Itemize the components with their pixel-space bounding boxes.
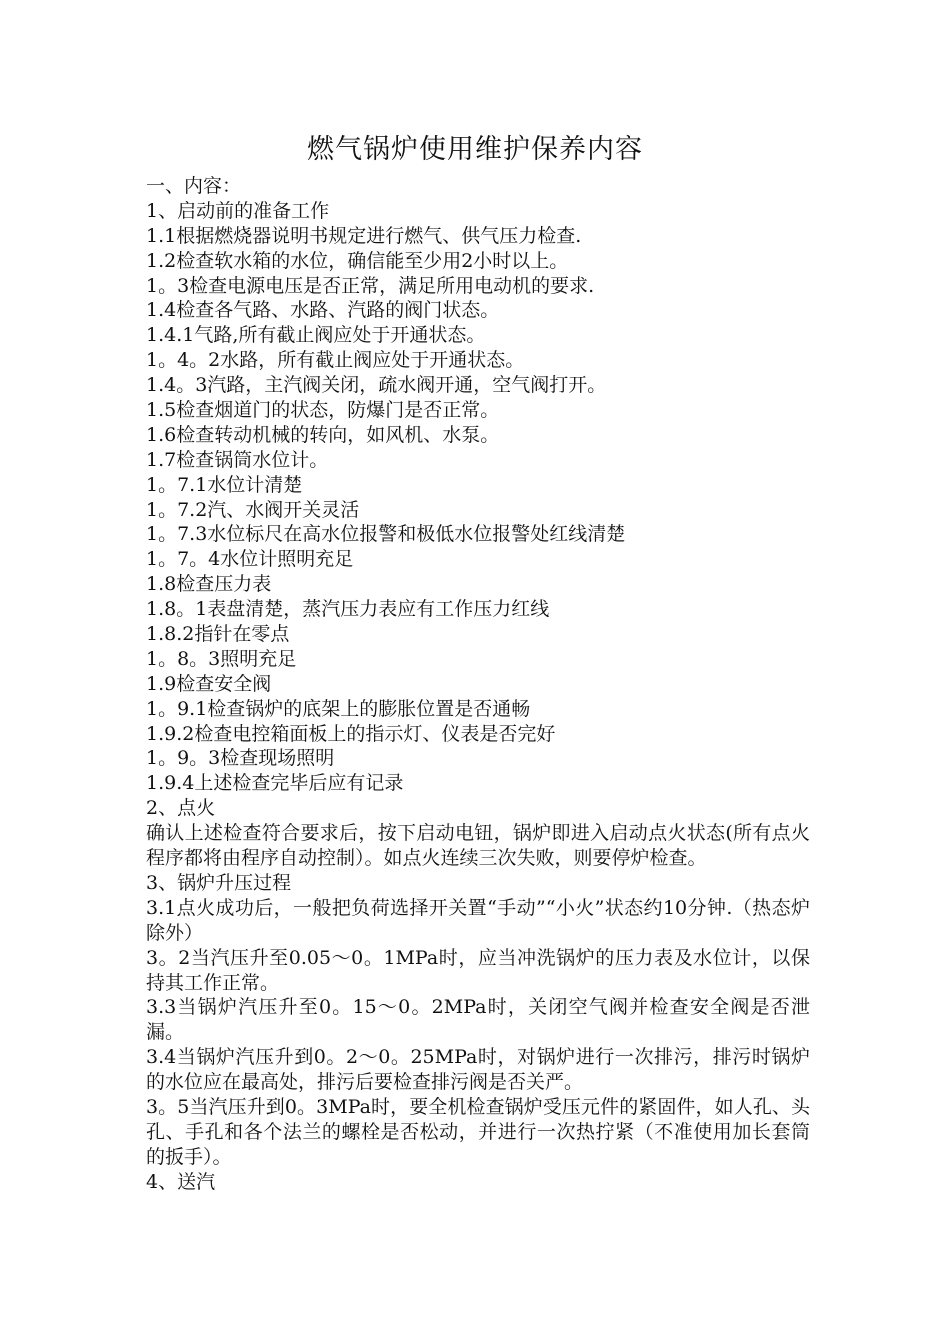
- text-line: 1.5检查烟道门的状态，防爆门是否正常。: [146, 399, 500, 422]
- text-line: 1.8。1表盘清楚，蒸汽压力表应有工作压力红线: [146, 598, 550, 621]
- paragraph-3-1: 3.1点火成功后，一般把负荷选择开关置“手动”“小火”状态约10分钟.（热态炉除外）: [146, 896, 810, 944]
- subsection-heading: 2、点火: [146, 797, 216, 820]
- paragraph-3-4: 3.4当锅炉汽压升到0。2～0。25MPa时，对锅炉进行一次排污，排污时锅炉的水位应在最高处，排污后要检查排污阀是否关严。: [146, 1046, 810, 1094]
- text-line: 1.8.2指针在零点: [146, 623, 290, 646]
- paragraph-3-3: 3.3当锅炉汽压升至0。15～0。2MPa时，关闭空气阀并检查安全阀是否泄漏。: [146, 996, 810, 1044]
- text-line: 1.4。3汽路，主汽阀关闭，疏水阀开通，空气阀打开。: [146, 374, 607, 397]
- text-line: 1.9.2检查电控箱面板上的指示灯、仪表是否完好: [146, 722, 556, 745]
- subsection-heading: 4、送汽: [146, 1170, 216, 1193]
- document-body: [146, 174, 810, 1195]
- text-line: 1.7检查锅筒水位计。: [146, 448, 329, 471]
- text-line: 1.8检查压力表: [146, 573, 272, 596]
- text-line: 1.6检查转动机械的转向，如风机、水泵。: [146, 423, 500, 446]
- document-title: 燃气锅炉使用维护保养内容: [307, 134, 643, 165]
- section-heading: 一、内容：: [146, 175, 242, 197]
- text-line: 1.2检查软水箱的水位，确信能至少用2小时以上。: [146, 249, 569, 272]
- text-line: 1。9.1检查锅炉的底架上的膨胀位置是否通畅: [146, 697, 531, 720]
- text-line: 1.4.1气路,所有截止阀应处于开通状态。: [146, 324, 486, 347]
- paragraph-3-5: 3。5当汽压升到0。3MPa时，要全机检查锅炉受压元件的紧固件，如人孔、头孔、手孔和各个法兰的螺栓是否松动，并进行一次热拧紧（不准使用加长套筒的扳手）。: [146, 1096, 810, 1168]
- text-line: 1.1根据燃烧器说明书规定进行燃气、供气压力检查.: [146, 224, 582, 247]
- paragraph-3-2: 3。2当汽压升至0.05～0。1MPa时，应当冲洗锅炉的压力表及水位计，以保持其工作正常。: [146, 946, 810, 994]
- text-line: 1。9。3检查现场照明: [146, 747, 335, 770]
- text-line: 1。7.3水位标尺在高水位报警和极低水位报警处红线清楚: [146, 523, 626, 546]
- subsection-heading: 3、锅炉升压过程: [146, 871, 292, 894]
- paragraph-ignition: 确认上述检查符合要求后，按下启动电钮，锅炉即进入启动点火状态(所有点火程序都将由程序自动控制）。如点火连续三次失败，则要停炉检查。: [146, 822, 810, 870]
- text-line: 1.4检查各气路、水路、汽路的阀门状态。: [146, 299, 500, 322]
- text-line: 1.9检查安全阀: [146, 672, 272, 695]
- subsection-heading: 1、启动前的准备工作: [146, 199, 330, 222]
- text-line: 1。8。3照明充足: [146, 647, 297, 670]
- text-line: 1。7.2汽、水阀开关灵活: [146, 498, 360, 521]
- text-line: 1。7。4水位计照明充足: [146, 548, 354, 571]
- text-line: 1。7.1水位计清楚: [146, 473, 303, 496]
- text-line: 1.9.4上述检查完毕后应有记录: [146, 772, 404, 795]
- text-line: 1。4。2水路，所有截止阀应处于开通状态。: [146, 349, 525, 372]
- text-line: 1。3检查电源电压是否正常，满足所用电动机的要求.: [146, 274, 595, 297]
